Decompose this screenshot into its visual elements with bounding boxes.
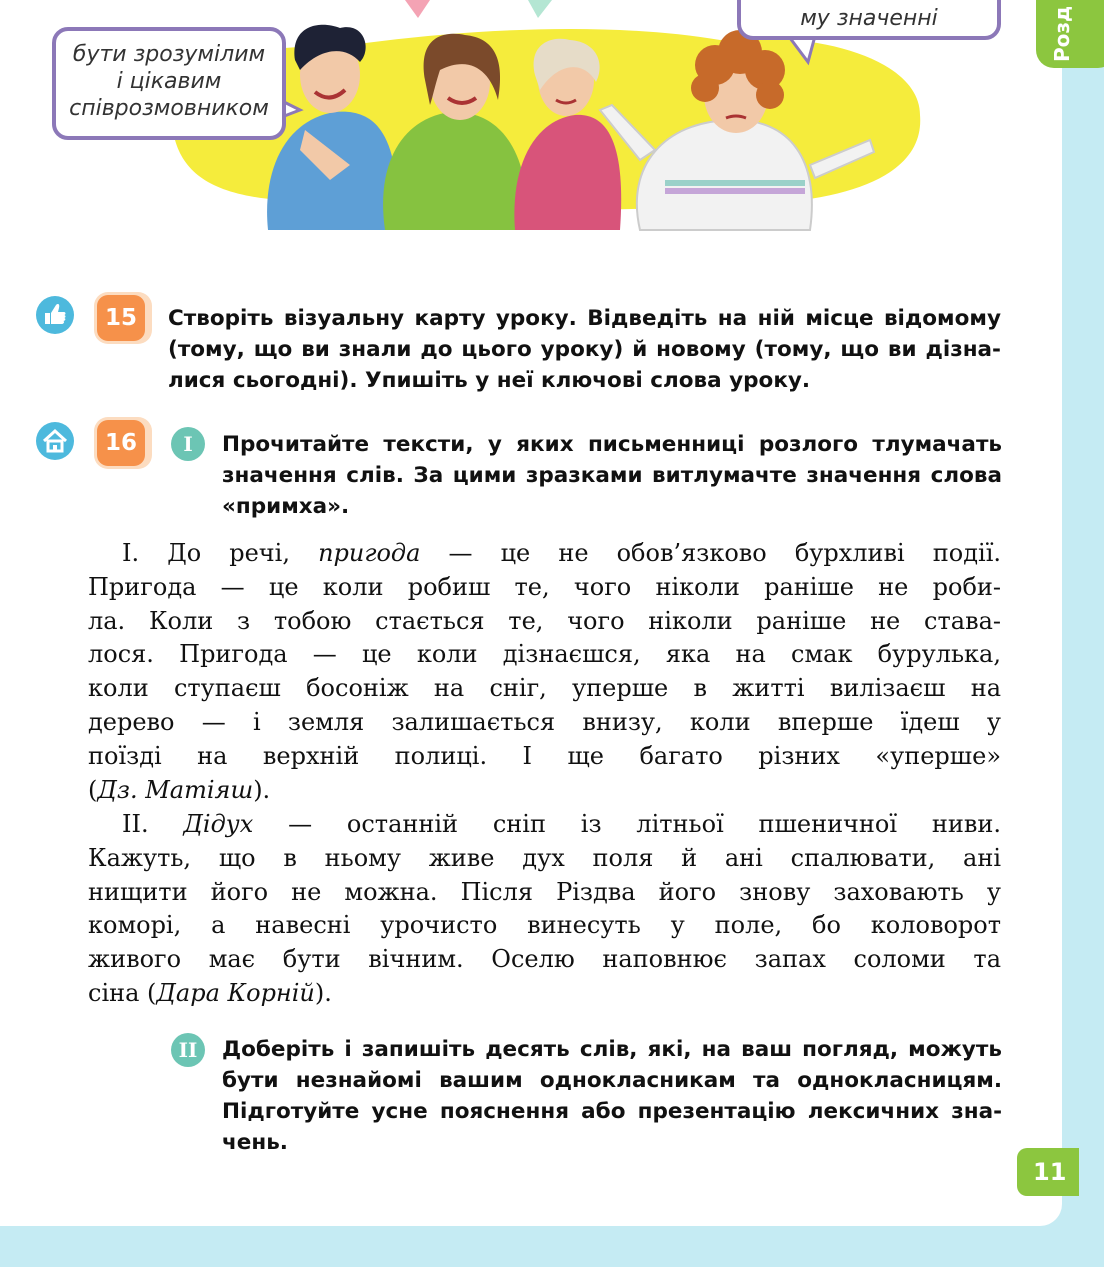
text-label: II. (122, 810, 184, 838)
bubble-right-line: му значенні (800, 6, 938, 31)
defined-term: Дідух (183, 810, 254, 838)
text-label: I. До речі, (122, 539, 319, 567)
text-line: коморі, а навесні урочисто винесуть у поле, бо коловорот (88, 911, 1001, 940)
text-line-rest: — останній сніп із літньої пшеничної ниви. (253, 810, 1001, 838)
task-number-badge (94, 292, 152, 344)
task-line: чень. (222, 1130, 288, 1155)
reading-text-one (88, 537, 1001, 807)
task-number: 15 (97, 295, 145, 341)
bubble-left-line: бути зрозумілим (72, 42, 266, 67)
text-line-start: сіна ( (88, 978, 157, 1007)
task-line: Доберіть і запишіть десять слів, які, на ваш погляд, можуть (222, 1037, 1002, 1062)
defined-term: пригода (318, 539, 421, 567)
thumbs-up-icon (36, 296, 74, 334)
task-line: «примха». (222, 494, 350, 519)
task-line: Прочитайте тексти, у яких письменниці розлого тлумачать (222, 432, 1002, 457)
text-line: лося. Пригода — це коли дізнаєшся, яка на смак бурулька, (88, 640, 1001, 669)
task-line: лися сьогодні). Упишіть у неї ключові слова уроку. (168, 368, 811, 393)
section-tab-label: Розд (1050, 5, 1074, 62)
text-line (88, 537, 1001, 571)
bubble-left-line: і цікавим (116, 69, 222, 94)
text-line (88, 977, 1001, 1011)
text-line: Пригода — це коли робиш те, чого ніколи раніше не роби- (88, 572, 1001, 601)
text-line (88, 808, 1001, 842)
task-line: Підготуйте усне пояснення або презентацію лексичних зна- (222, 1099, 1002, 1124)
author-paren: ). (314, 978, 332, 1007)
task-line: значення слів. За цими зразками витлумачте значення слова (222, 463, 1002, 488)
text-line: нищити його не можна. Після Різдва його знову заховають у (88, 877, 1001, 906)
speech-bubble-left (52, 27, 286, 140)
part-two-marker: II (171, 1033, 205, 1067)
task-15-instruction (168, 303, 1001, 396)
task-number-badge (94, 417, 152, 469)
reading-text-two (88, 808, 1001, 1011)
part-one-marker: I (171, 427, 205, 461)
text-line: дерево — і земля залишається внизу, коли вперше їдеш у (88, 707, 1001, 736)
task-line: Створіть візуальну карту уроку. Відведіть на ній місце відомому (168, 306, 1001, 331)
home-icon (36, 422, 74, 460)
task-number: 16 (97, 420, 145, 466)
task-16-part-one-instruction (222, 429, 1002, 522)
task-16-part-two-instruction (222, 1034, 1002, 1158)
text-line: коли ступаєш босоніж на сніг, уперше в житті вилізаєш на (88, 674, 1001, 703)
text-line: ла. Коли з тобою стається те, чого ніколи раніше не става- (88, 606, 1001, 635)
page-number: 11 (1017, 1148, 1079, 1196)
author-name: Дара Корній (156, 978, 315, 1007)
text-line (88, 774, 1001, 808)
text-line: поїзді на верхній полиці. І ще багато різних «уперше» (88, 741, 1001, 770)
author-paren: ). (253, 775, 271, 804)
text-line-rest: — це не обов’язково бурхливі події. (420, 539, 1001, 567)
task-line: (тому, що ви знали до цього уроку) й новому (тому, що ви дізна- (168, 337, 1001, 362)
text-line: Кажуть, що в ньому живе дух поля й ані спалювати, ані (88, 843, 1001, 872)
task-line: бути незнайомі вашим однокласникам та однокласницям. (222, 1068, 1002, 1093)
author-paren: ( (88, 775, 98, 804)
bubble-left-line: співрозмовником (69, 96, 269, 121)
text-line: живого має бути вічним. Оселю наповнює запах соломи та (88, 945, 1001, 974)
speech-bubble-right (737, 0, 1001, 40)
author-name: Дз. Матіяш (97, 775, 254, 804)
